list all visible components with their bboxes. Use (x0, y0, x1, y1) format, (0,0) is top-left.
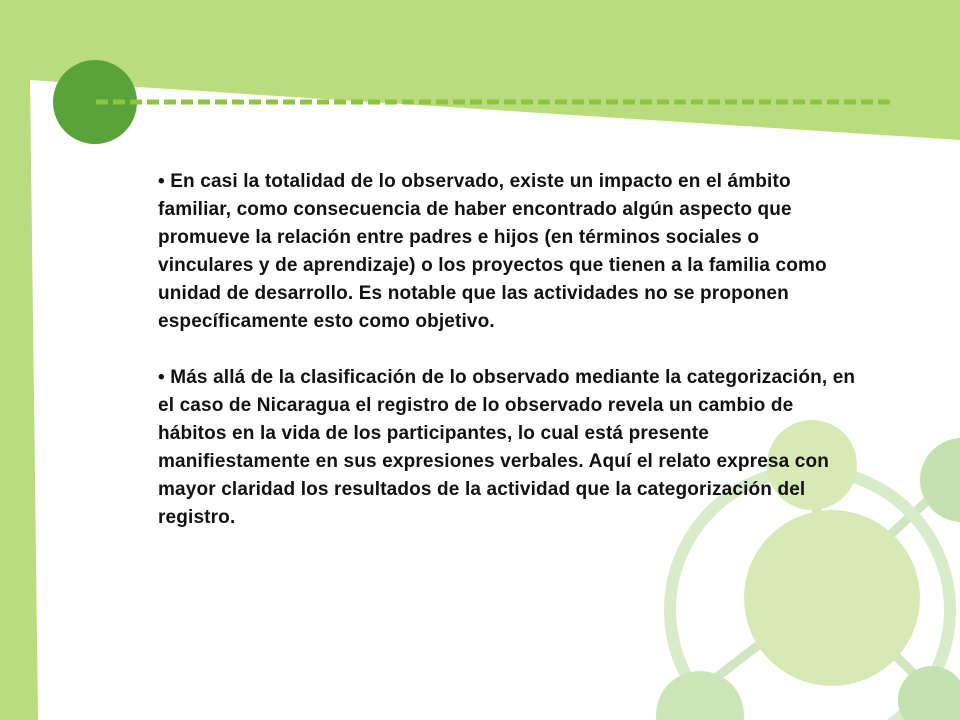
paragraph-1: • En casi la totalidad de lo observado, existe un impacto en el ámbito familiar, como consecuencia de haber encontrado algún aspecto que promueve la relación entre padres e hijos (en términos sociales o vinculares y de aprendizaje) o los proyectos que tienen a la familia como unidad de desarrollo. Es notable que las actividades no se proponen específicamente esto como objetivo. (158, 171, 827, 332)
body-text (158, 168, 858, 532)
circle-large (744, 510, 920, 686)
paragraph-2: • Más allá de la clasificación de lo observado mediante la categorización, en el caso de Nicaragua el registro de lo observado revela un cambio de hábitos en la vida de los participantes, lo cual está presente manifiestamente en sus expresiones verbales. Aquí el relato expresa con mayor claridad los resultados de la actividad que la categorización del registro. (158, 367, 856, 528)
